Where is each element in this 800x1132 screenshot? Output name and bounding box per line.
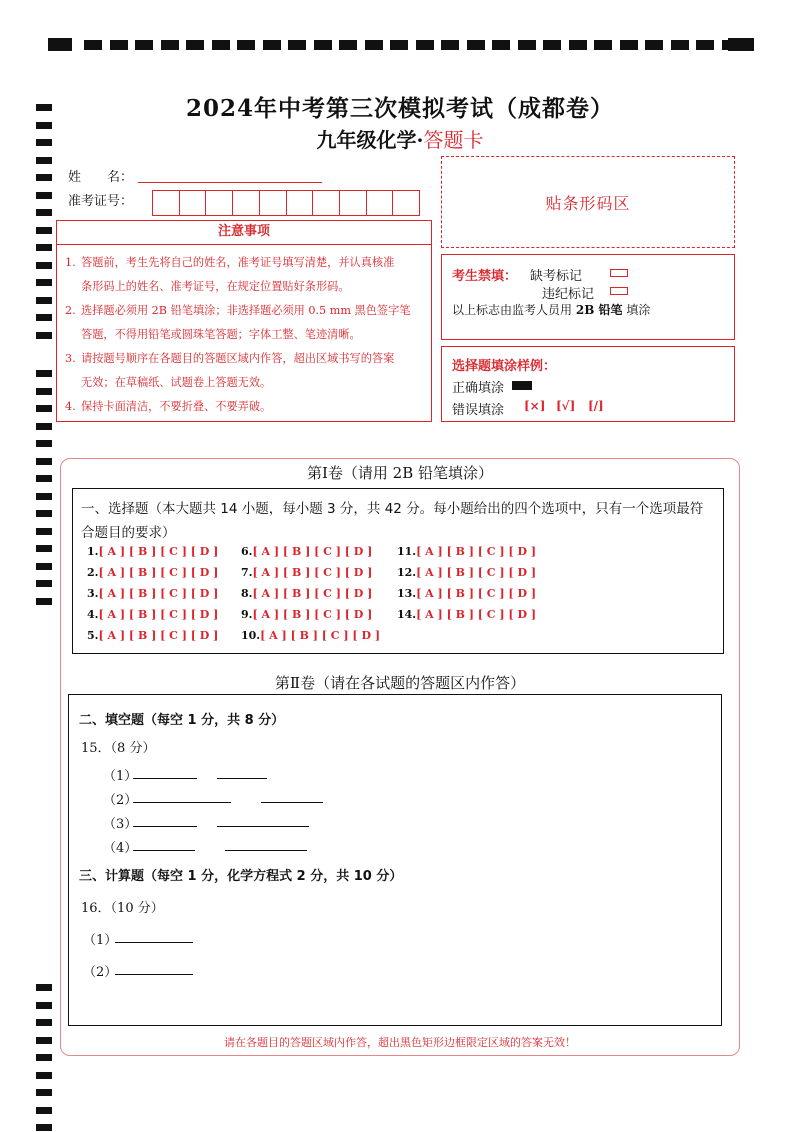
mc-question-14[interactable] <box>397 608 536 621</box>
timing-mark <box>36 405 52 412</box>
q15-4-blank-b[interactable] <box>225 850 307 851</box>
notice-item <box>65 251 423 299</box>
wrong-fill-label: 错误填涂 <box>452 403 505 418</box>
mc-option-bubbles[interactable]: [ A ] [ B ] [ C ] [ D ] <box>98 566 219 579</box>
timing-mark <box>36 984 52 991</box>
notice-item-number: 1. <box>65 256 76 269</box>
mc-option-bubbles[interactable]: [ A ] [ B ] [ C ] [ D ] <box>252 587 373 600</box>
timing-mark <box>728 38 754 51</box>
q15-part-3-label: （3） <box>103 817 138 832</box>
mc-question-11[interactable] <box>397 545 536 558</box>
mc-question-8[interactable] <box>241 587 372 600</box>
mc-question-3[interactable] <box>87 587 218 600</box>
timing-mark <box>36 332 52 339</box>
exam-id-boxes[interactable] <box>152 190 420 216</box>
part2-title: 第Ⅱ卷（请在各试题的答题区内作答） <box>274 674 526 692</box>
exam-id-digit-box[interactable] <box>287 191 314 215</box>
notice-item <box>65 299 423 347</box>
timing-mark <box>36 244 52 251</box>
notice-panel <box>56 220 432 422</box>
exam-id-digit-box[interactable] <box>313 191 340 215</box>
written-answer-section <box>68 694 722 1026</box>
notice-item-line: 答题前，考生先将自己的姓名，准考证号填写清楚，并认真核准 <box>81 256 395 269</box>
q16-2-blank[interactable] <box>115 974 193 975</box>
sample-heading: 选择题填涂样例： <box>452 359 557 374</box>
timing-mark <box>36 262 52 269</box>
mc-question-number: 1. <box>87 545 99 558</box>
notice-item-number: 3. <box>65 352 76 365</box>
timing-mark <box>416 40 434 50</box>
timing-mark <box>36 598 52 605</box>
wrong-fill-sample-1: [×] <box>524 399 546 413</box>
timing-mark <box>263 40 281 50</box>
subtitle-accent: 答题卡 <box>423 128 484 152</box>
q15-1-blank-a[interactable] <box>133 778 197 779</box>
mc-heading-line2: 合题目的要求） <box>81 525 176 541</box>
exam-id-digit-box[interactable] <box>180 191 207 215</box>
multiple-choice-section <box>72 488 724 654</box>
name-field[interactable] <box>138 182 322 183</box>
notice-item-line: 保持卡面清洁，不要折叠、不要弄破。 <box>81 400 272 413</box>
timing-mark <box>36 1054 52 1061</box>
timing-mark <box>237 40 255 50</box>
timing-mark <box>36 423 52 430</box>
mc-question-10[interactable] <box>241 629 380 642</box>
name-label: 姓 名： <box>68 170 134 185</box>
mc-question-number: 14. <box>397 608 417 621</box>
exam-id-digit-box[interactable] <box>367 191 394 215</box>
mc-question-4[interactable] <box>87 608 218 621</box>
mc-option-bubbles[interactable]: [ A ] [ B ] [ C ] [ D ] <box>98 587 219 600</box>
mc-question-number: 12. <box>397 566 417 579</box>
timing-mark <box>84 40 102 50</box>
mc-option-bubbles[interactable]: [ A ] [ B ] [ C ] [ D ] <box>252 566 373 579</box>
forbid-heading: 考生禁填： <box>452 269 518 284</box>
mc-heading <box>81 497 715 545</box>
top-timing-marks <box>48 38 754 52</box>
mc-question-number: 11. <box>397 545 417 558</box>
mc-question-7[interactable] <box>241 566 372 579</box>
q15-1-blank-b[interactable] <box>217 778 267 779</box>
examiner-only-panel <box>441 254 735 340</box>
forbid-note-pre: 以上标志由监考人员用 <box>452 303 573 317</box>
mc-question-5[interactable] <box>87 629 218 642</box>
mc-option-bubbles[interactable]: [ A ] [ B ] [ C ] [ D ] <box>416 608 537 621</box>
timing-mark <box>36 563 52 570</box>
subtitle-main: 九年级化学· <box>316 128 424 152</box>
q16-part-2-label: （2） <box>83 965 118 980</box>
timing-mark <box>186 40 204 50</box>
q15-part-1-label: （1） <box>103 769 138 784</box>
mc-question-number: 3. <box>87 587 99 600</box>
notice-item-text <box>81 299 410 347</box>
barcode-area: 贴条形码区 <box>441 156 735 248</box>
mc-question-13[interactable] <box>397 587 536 600</box>
timing-mark <box>36 1107 52 1114</box>
exam-id-digit-box[interactable] <box>260 191 287 215</box>
forbid-note-bold: 2B 铅笔 <box>575 303 623 317</box>
calc-heading: 三、计算题（每空 1 分，化学方程式 2 分，共 10 分） <box>79 869 403 884</box>
notice-item-text <box>81 251 394 299</box>
timing-mark <box>671 40 689 50</box>
q15-3-blank-b[interactable] <box>217 826 309 827</box>
timing-mark <box>518 40 536 50</box>
fill-sample-panel <box>441 346 735 422</box>
page-subtitle <box>0 124 800 153</box>
mc-question-number: 6. <box>241 545 253 558</box>
notice-item <box>65 395 423 419</box>
mc-question-number: 8. <box>241 587 253 600</box>
notice-item-line: 选择题必须用 2B 铅笔填涂；非选择题必须用 0.5 mm 黑色签字笔 <box>81 304 411 317</box>
forbid-note-post: 填涂 <box>626 303 651 317</box>
forbid-note <box>452 301 650 318</box>
timing-mark <box>314 40 332 50</box>
absent-mark-box[interactable] <box>610 269 628 277</box>
timing-mark <box>110 40 128 50</box>
timing-mark <box>36 227 52 234</box>
notice-item-number: 2. <box>65 304 76 317</box>
timing-mark <box>36 314 52 321</box>
footer-warning: 请在各题目的答题区域内作答，超出黑色矩形边框限定区域的答案无效！ <box>224 1036 576 1049</box>
timing-mark <box>492 40 510 50</box>
mc-option-bubbles[interactable]: [ A ] [ B ] [ C ] [ D ] <box>98 545 219 558</box>
timing-mark <box>36 440 52 447</box>
timing-mark <box>36 493 52 500</box>
mc-option-bubbles[interactable]: [ A ] [ B ] [ C ] [ D ] <box>252 608 373 621</box>
part1-title: 第Ⅰ卷（请用 2B 铅笔填涂） <box>306 464 494 482</box>
mc-question-number: 9. <box>241 608 253 621</box>
correct-fill-sample <box>512 381 532 390</box>
q16-part-1-label: （1） <box>83 933 118 948</box>
mc-question-6[interactable] <box>241 545 372 558</box>
wrong-fill-sample-3: [/] <box>588 399 604 413</box>
timing-mark <box>36 1072 52 1079</box>
mc-option-bubbles[interactable]: [ A ] [ B ] [ C ] [ D ] <box>260 629 381 642</box>
q15-part-2-label: （2） <box>103 793 138 808</box>
fill-blank-heading: 二、填空题（每空 1 分，共 8 分） <box>79 713 285 728</box>
mc-question-1[interactable] <box>87 545 218 558</box>
correct-fill-label: 正确填涂 <box>452 381 505 396</box>
q16-label: 16．（10 分） <box>81 901 164 916</box>
mc-question-number: 13. <box>397 587 417 600</box>
mc-question-number: 10. <box>241 629 261 642</box>
timing-mark <box>36 1124 52 1131</box>
violation-label: 违纪标记 <box>542 287 595 302</box>
mc-question-number: 4. <box>87 608 99 621</box>
mc-option-bubbles[interactable]: [ A ] [ B ] [ C ] [ D ] <box>416 587 537 600</box>
q15-2-blank-b[interactable] <box>261 802 323 803</box>
q15-2-blank-a[interactable] <box>133 802 231 803</box>
timing-mark <box>36 297 52 304</box>
timing-mark <box>339 40 357 50</box>
mc-heading-line1: 一、选择题（本大题共 14 小题，每小题 3 分，共 42 分。每小题给出的四个选项中，只有一个选项最符 <box>81 501 704 517</box>
notice-item <box>65 347 423 395</box>
mc-question-9[interactable] <box>241 608 372 621</box>
timing-mark <box>543 40 561 50</box>
timing-mark <box>36 1002 52 1009</box>
notice-item-line: 无效；在草稿纸、试题卷上答题无效。 <box>81 376 272 389</box>
absent-label: 缺考标记 <box>530 269 583 284</box>
notice-item-text <box>81 395 271 419</box>
q16-1-blank[interactable] <box>115 942 193 943</box>
q15-3-blank-a[interactable] <box>133 826 197 827</box>
exam-id-digit-box[interactable] <box>233 191 260 215</box>
mc-question-12[interactable] <box>397 566 536 579</box>
timing-mark <box>441 40 459 50</box>
q15-4-blank-a[interactable] <box>133 850 195 851</box>
exam-id-digit-box[interactable] <box>393 191 419 215</box>
mc-option-bubbles[interactable]: [ A ] [ B ] [ C ] [ D ] <box>416 566 537 579</box>
mc-option-bubbles[interactable]: [ A ] [ B ] [ C ] [ D ] <box>98 629 219 642</box>
timing-mark <box>569 40 587 50</box>
notice-item-line: 请按题号顺序在各题目的答题区域内作答，超出区域书写的答案 <box>81 352 395 365</box>
timing-mark <box>135 40 153 50</box>
timing-mark <box>36 1089 52 1096</box>
mc-option-bubbles[interactable]: [ A ] [ B ] [ C ] [ D ] <box>252 545 373 558</box>
mc-option-bubbles[interactable]: [ A ] [ B ] [ C ] [ D ] <box>416 545 537 558</box>
exam-id-label: 准考证号： <box>68 194 134 209</box>
notice-item-number: 4. <box>65 400 76 413</box>
q15-label: 15．（8 分） <box>81 741 156 756</box>
timing-mark <box>36 388 52 395</box>
timing-mark <box>48 38 72 51</box>
timing-mark <box>365 40 383 50</box>
timing-mark <box>36 370 52 377</box>
timing-mark <box>36 174 52 181</box>
mc-question-number: 5. <box>87 629 99 642</box>
timing-mark <box>36 192 52 199</box>
notice-list <box>57 245 431 419</box>
notice-heading: 注意事项 <box>57 221 431 245</box>
timing-mark <box>645 40 663 50</box>
timing-mark <box>212 40 230 50</box>
q15-part-4-label: （4） <box>103 841 138 856</box>
mc-question-number: 7. <box>241 566 253 579</box>
timing-mark <box>288 40 306 50</box>
timing-mark <box>36 510 52 517</box>
mc-question-2[interactable] <box>87 566 218 579</box>
timing-mark <box>36 580 52 587</box>
timing-mark <box>594 40 612 50</box>
timing-mark <box>36 1019 52 1026</box>
timing-mark <box>467 40 485 50</box>
wrong-fill-sample-2: [√] <box>556 399 576 413</box>
timing-mark <box>36 279 52 286</box>
mc-question-number: 2. <box>87 566 99 579</box>
timing-mark <box>36 157 52 164</box>
timing-mark <box>36 209 52 216</box>
notice-item-text <box>81 347 394 395</box>
violation-mark-box[interactable] <box>610 287 628 295</box>
notice-item-line: 答题，不得用铅笔或圆珠笔答题；字体工整、笔迹清晰。 <box>81 328 361 341</box>
page-title: 2024年中考第三次模拟考试（成都卷） <box>185 95 614 122</box>
exam-id-digit-box[interactable] <box>206 191 233 215</box>
exam-id-digit-box[interactable] <box>340 191 367 215</box>
mc-option-bubbles[interactable]: [ A ] [ B ] [ C ] [ D ] <box>98 608 219 621</box>
timing-mark <box>36 545 52 552</box>
timing-mark <box>390 40 408 50</box>
notice-item-line: 条形码上的姓名、准考证号，在规定位置贴好条形码。 <box>81 280 350 293</box>
timing-mark <box>161 40 179 50</box>
exam-id-digit-box[interactable] <box>153 191 180 215</box>
timing-mark <box>36 528 52 535</box>
timing-mark <box>620 40 638 50</box>
timing-mark <box>696 40 714 50</box>
